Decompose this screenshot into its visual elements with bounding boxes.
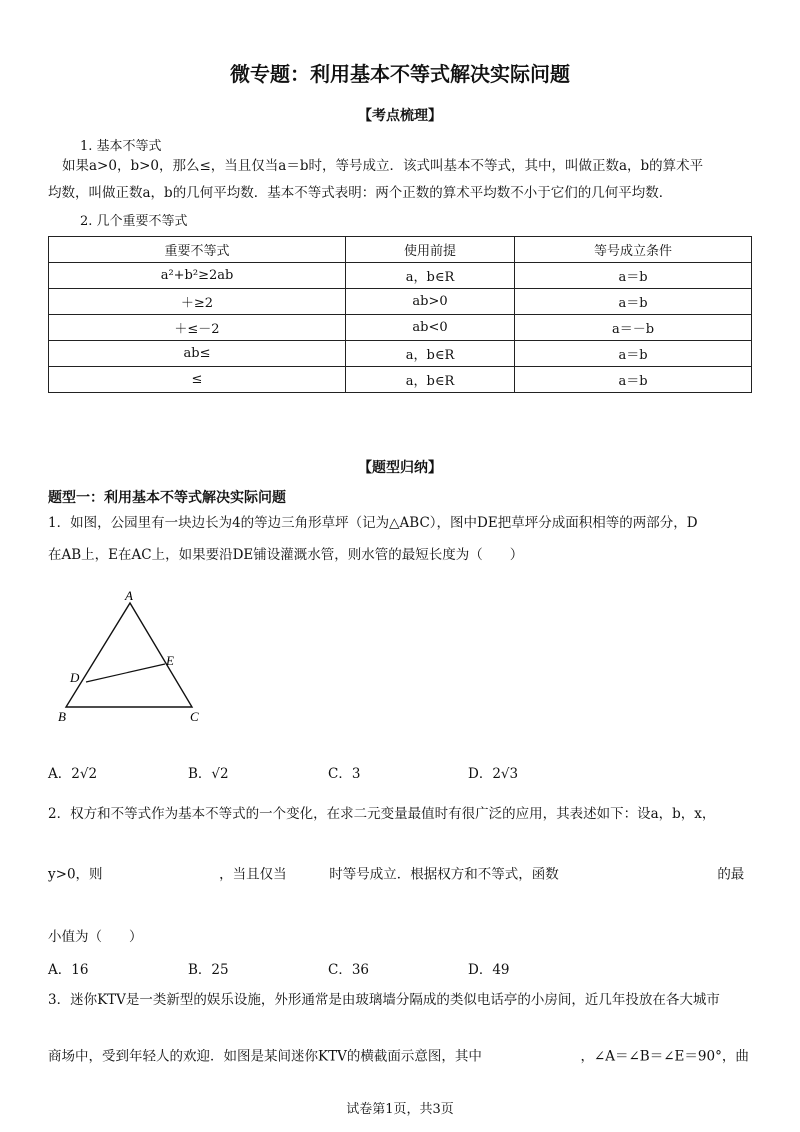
table-cell: a＝b: [515, 341, 752, 367]
q2-formula-weighted: [107, 858, 215, 892]
q2-line2: [48, 858, 744, 892]
label-a: A: [125, 588, 133, 603]
table-cell: ab>0: [346, 289, 515, 315]
q1-line2: 在AB上，E在AC上，如果要沿DE铺设灌溉水管，则水管的最短长度为（ ）: [48, 547, 524, 563]
section-heading-knowledge: 【考点梳理】: [358, 108, 442, 124]
table-cell: ＋≥2: [49, 289, 346, 315]
q2-text-mid2: 时等号成立．根据权方和不等式，函数: [329, 866, 559, 883]
q2-text-mid: ，当且仅当: [219, 866, 287, 883]
table-cell: a，b∈R: [346, 341, 515, 367]
q2-option-d[interactable]: D．49: [468, 962, 510, 978]
q2-option-b[interactable]: B．25: [188, 962, 229, 978]
type1-heading: 题型一：利用基本不等式解决实际问题: [48, 490, 286, 506]
q3-text-end: ，∠A＝∠B＝∠E＝90°，曲: [580, 1048, 749, 1065]
q3-line1: 3．迷你KTV是一类新型的娱乐设施，外形通常是由玻璃墙分隔成的类似电话亭的小房间，近几年投放在各大城市: [48, 992, 720, 1008]
table-cell: a，b∈R: [346, 263, 515, 289]
table-cell: ab≤: [49, 341, 346, 367]
table-cell: a＝b: [515, 263, 752, 289]
q2-text-end: 的最: [717, 866, 745, 883]
q1-option-b[interactable]: B．√2: [188, 766, 229, 782]
table-header-row: [49, 237, 752, 263]
label-c: C: [190, 709, 199, 724]
q2-text-start: y>0，则: [48, 866, 103, 883]
table-cell: ab<0: [346, 315, 515, 341]
table-cell: a²+b²≥2ab: [49, 263, 346, 289]
section-heading-types: 【题型归纳】: [358, 460, 442, 476]
q2-option-a[interactable]: A．16: [48, 962, 89, 978]
q2-line1: 2．权方和不等式作为基本不等式的一个变化，在求二元变量最值时有很广泛的应用，其表述如下：设a，b，x，: [48, 806, 716, 822]
table-row: [49, 289, 752, 315]
q2-formula-function: [563, 858, 713, 892]
label-e: E: [166, 653, 174, 668]
table-header: 使用前提: [346, 237, 515, 263]
point1-line1: 如果a>0，b>0，那么≤，当且仅当a＝b时，等号成立．该式叫基本不等式，其中，叫做正数a，b的算术平: [62, 158, 704, 174]
point1-heading: 1. 基本不等式: [80, 139, 162, 154]
q2-option-c[interactable]: C．36: [328, 962, 370, 978]
page-footer: 试卷第1页，共3页: [346, 1102, 454, 1117]
q3-formula-lengths: [486, 1040, 576, 1074]
q3-text-start: 商场中，受到年轻人的欢迎．如图是某间迷你KTV的横截面示意图，其中: [48, 1048, 482, 1065]
table-row: [49, 341, 752, 367]
table-header: 重要不等式: [49, 237, 346, 263]
triangle-figure: [50, 585, 210, 730]
point2-heading: 2. 几个重要不等式: [80, 214, 188, 229]
label-b: B: [58, 709, 66, 724]
q1-line1: 1．如图，公园里有一块边长为4的等边三角形草坪（记为△ABC），图中DE把草坪分成面积相等的两部分，D: [48, 515, 698, 531]
table-header: 等号成立条件: [515, 237, 752, 263]
q3-line2: [48, 1040, 749, 1074]
table-cell: ＋≤－2: [49, 315, 346, 341]
table-cell: a＝－b: [515, 315, 752, 341]
q2-formula-equality: [291, 858, 325, 892]
inequality-table: [48, 236, 752, 393]
table-row: [49, 263, 752, 289]
q1-option-d[interactable]: D．2√3: [468, 766, 519, 782]
q2-line3: 小值为（ ）: [48, 929, 143, 945]
label-d: D: [70, 670, 80, 685]
table-row: [49, 367, 752, 393]
table-row: [49, 315, 752, 341]
q1-option-a[interactable]: A．2√2: [48, 766, 98, 782]
table-cell: a＝b: [515, 289, 752, 315]
table-cell: ≤: [49, 367, 346, 393]
table-cell: a＝b: [515, 367, 752, 393]
q1-option-c[interactable]: C．3: [328, 766, 361, 782]
point1-line2: 均数，叫做正数a，b的几何平均数．基本不等式表明：两个正数的算术平均数不小于它们的几何平均数．: [48, 185, 673, 201]
segment-de: [86, 664, 165, 682]
page-title: 微专题：利用基本不等式解决实际问题: [230, 62, 570, 86]
table-cell: a，b∈R: [346, 367, 515, 393]
